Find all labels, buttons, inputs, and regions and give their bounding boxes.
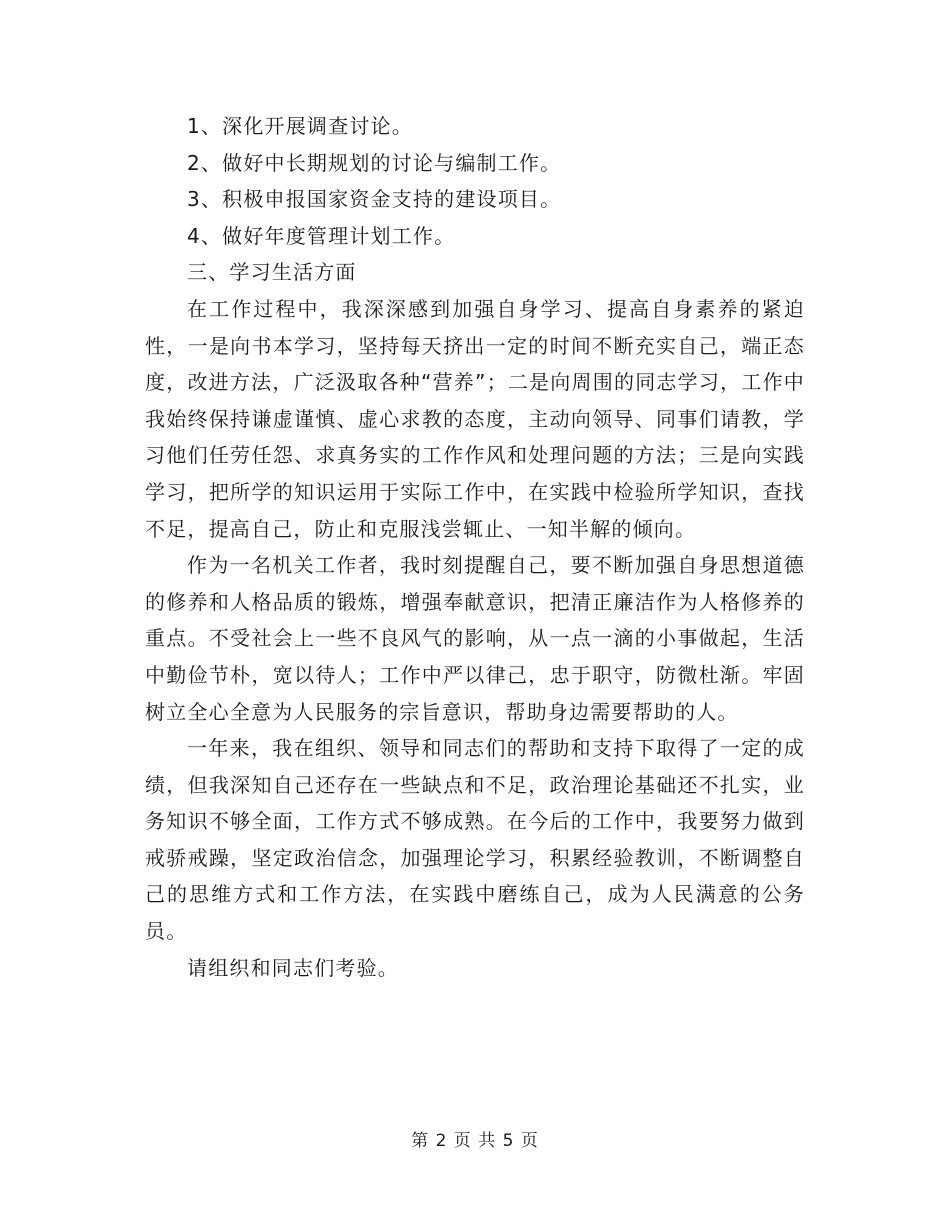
- list-item-2: 2、做好中长期规划的讨论与编制工作。: [187, 150, 562, 175]
- page-number-footer: 第 2 页 共 5 页: [411, 1131, 539, 1151]
- paragraph-summary: 一年来，我在组织、领导和同志们的帮助和支持下取得了一定的成绩，但我深知自己还存在一些缺点和不足，政治理论基础还不扎实，业务知识不够全面，工作方式不够成熟。在今后的工作中，我要努力做到戒骄戒躁，坚定政治信念，加强理论学习，积累经验教训，不断调整自己的思维方式和工作方法，在实践中磨练自己，成为人民满意的公务员。: [145, 736, 805, 944]
- paragraph-ethics: 作为一名机关工作者，我时刻提醒自己，要不断加强自身思想道德的修养和人格品质的锻炼，增强奉献意识，把清正廉洁作为人格修养的重点。不受社会上一些不良风气的影响，从一点一滴的小事做起，生活中勤俭节朴，宽以待人；工作中严以律己，忠于职守，防微杜渐。牢固树立全心全意为人民服务的宗旨意识，帮助身边需要帮助的人。: [145, 553, 805, 724]
- section-heading: 三、学习生活方面: [187, 260, 357, 285]
- list-item-4: 4、做好年度管理计划工作。: [187, 223, 456, 248]
- paragraph-closing: 请组织和同志们考验。: [187, 955, 399, 980]
- list-item-1: 1、深化开展调查讨论。: [187, 114, 413, 138]
- paragraph-study: 在工作过程中，我深深感到加强自身学习、提高自身素养的紧迫性，一是向书本学习，坚持每天挤出一定的时间不断充实自己，端正态度，改进方法，广泛汲取各种“营养”；二是向周围的同志学习，工作中我始终保持谦虚谨慎、虚心求教的态度，主动向领导、同事们请教，学习他们任劳任怨、求真务实的工作作风和处理问题的方法；三是向实践学习，把所学的知识运用于实际工作中，在实践中检验所学知识，查找不足，提高自己，防止和克服浅尝辄止、一知半解的倾向。: [145, 296, 805, 541]
- document-body: [145, 108, 805, 986]
- list-item-3: 3、积极申报国家资金支持的建设项目。: [187, 187, 562, 212]
